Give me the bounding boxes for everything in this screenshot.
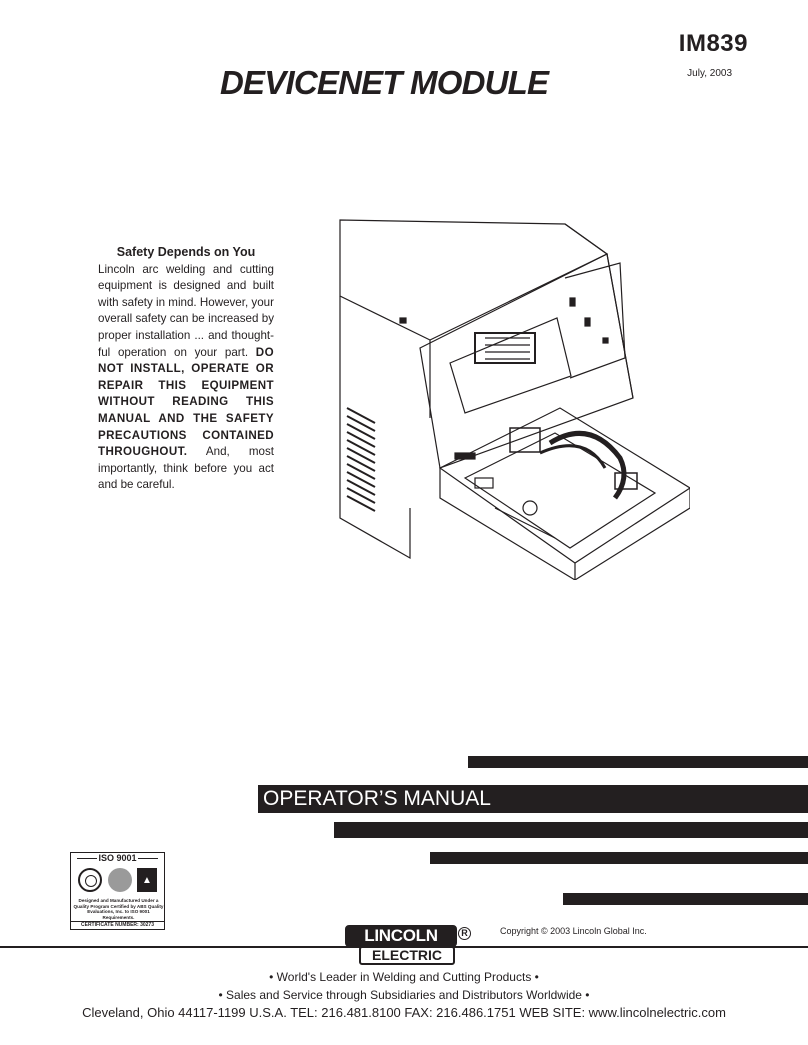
safety-warning: DO NOT INSTALL, OPERATE OR REPAIR THIS EQUIPMENT WITHOUT READING THIS MANUAL AND THE SAFETY PRECAUTIONS CONTAINED THROUGHOUT. <box>98 345 274 459</box>
iso-title: ISO 9001 <box>71 853 164 864</box>
abs-logo-icon <box>137 868 157 892</box>
doc-number: IM839 <box>678 30 748 57</box>
copyright: Copyright © 2003 Lincoln Global Inc. <box>500 926 647 936</box>
safety-notice <box>98 244 274 494</box>
logo-bottom-text: ELECTRIC <box>359 946 455 965</box>
eagle-icon <box>108 868 132 892</box>
iso-certificate: CERTIFICATE NUMBER: 30273 <box>71 921 164 929</box>
manual-label: OPERATOR’S MANUAL <box>263 787 491 810</box>
seal-icon <box>78 868 102 892</box>
doc-date: July, 2003 <box>687 68 732 79</box>
footer-tagline-1: • World's Leader in Welding and Cutting Products • <box>269 970 539 984</box>
decorative-bar-1 <box>468 756 808 768</box>
footer-contact: Cleveland, Ohio 44117-1199 U.S.A. TEL: 216.481.8100 FAX: 216.486.1751 WEB SITE: www.lincolnelectric.com <box>82 1005 726 1020</box>
footer-tagline-2: • Sales and Service through Subsidiaries and Distributors Worldwide • <box>218 988 590 1002</box>
registered-icon: R <box>458 927 471 940</box>
iso-text: Designed and Manufactured Under a Quality Program Certified by ABS Quality Evaluations, Inc. to ISO 9001 Requirements. <box>73 898 164 920</box>
iso-badge <box>70 852 165 930</box>
decorative-bar-4 <box>563 893 808 905</box>
safety-body: Lincoln arc welding and cutting equipment is designed and built with safety in mind. However, your overall safety can be increased by proper installation ... and thought-ful operation on your part. <box>98 262 274 359</box>
equipment-illustration <box>335 218 690 580</box>
decorative-bar-2 <box>334 822 808 838</box>
document-title: DEVICENET MODULE <box>220 64 549 101</box>
safety-body-end: And, most importantly, think before you act and be careful. <box>98 445 274 492</box>
louver-group <box>347 408 375 511</box>
logo-top-text: LINCOLN <box>345 925 457 947</box>
decorative-bar-3 <box>430 852 808 864</box>
lincoln-electric-logo <box>345 925 471 967</box>
safety-heading: Safety Depends on You <box>116 245 256 259</box>
